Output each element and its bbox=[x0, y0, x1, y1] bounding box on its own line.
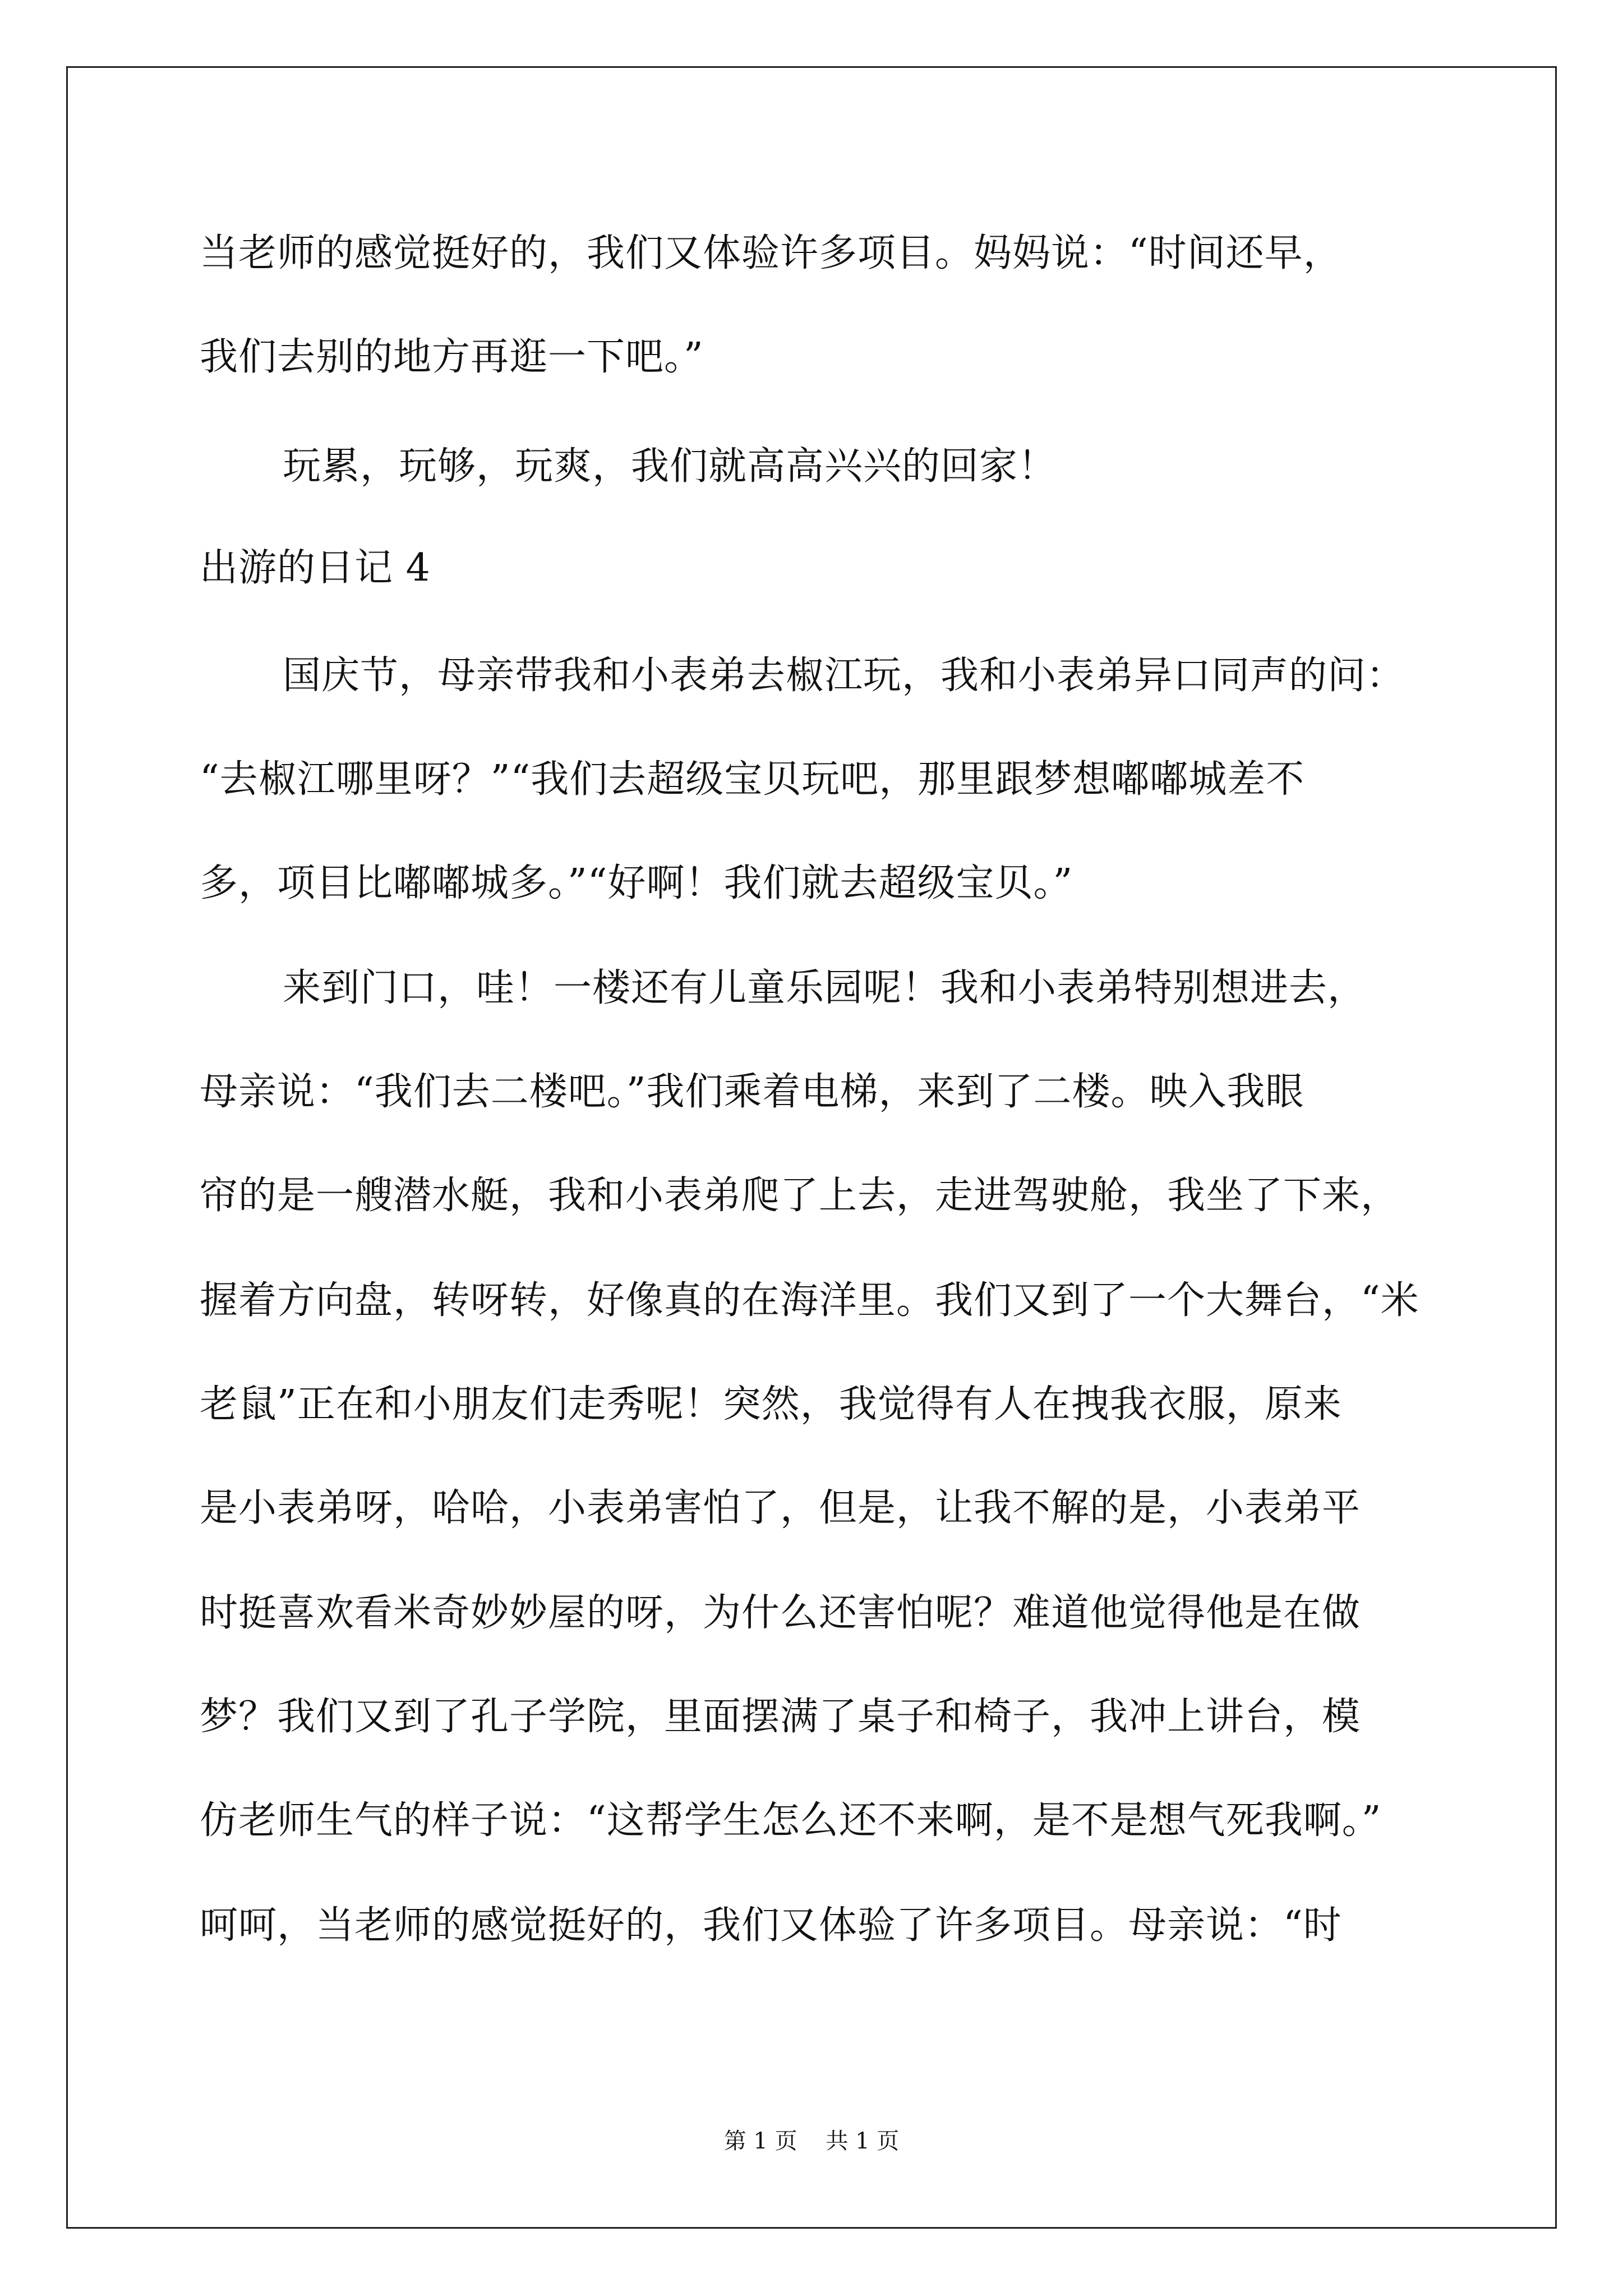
paragraph-line: 我们去别的地方再逛一下吧。” bbox=[200, 335, 704, 379]
paragraph-line: 当老师的感觉挺好的，我们又体验许多项目。妈妈说：“时间还早， bbox=[200, 231, 1342, 275]
paragraph-line: 多，项目比嘟嘟城多。”“好啊！我们就去超级宝贝。” bbox=[200, 861, 1073, 905]
paragraph-line: 帘的是一艘潜水艇，我和小表弟爬了上去，走进驾驶舱，我坐了下来， bbox=[200, 1174, 1400, 1218]
paragraph-line: 玩累，玩够，玩爽，我们就高高兴兴的回家！ bbox=[283, 444, 1057, 489]
paragraph-line: 是小表弟呀，哈哈，小表弟害怕了，但是，让我不解的是，小表弟平 bbox=[200, 1486, 1361, 1530]
paragraph-line: 时挺喜欢看米奇妙妙屋的呀，为什么还害怕呢？难道他觉得他是在做 bbox=[200, 1591, 1361, 1635]
paragraph-line: 母亲说：“我们去二楼吧。”我们乘着电梯，来到了二楼。映入我眼 bbox=[200, 1070, 1304, 1114]
page-number-footer: 第 1 页 共 1 页 bbox=[723, 2128, 900, 2154]
paragraph-line: 老鼠”正在和小朋友们走秀呢！突然，我觉得有人在拽我衣服，原来 bbox=[200, 1382, 1342, 1427]
paragraph-line: 呵呵，当老师的感觉挺好的，我们又体验了许多项目。母亲说：“时 bbox=[200, 1903, 1342, 1948]
paragraph-line: 来到门口，哇！一楼还有儿童乐园呢！我和小表弟特别想进去， bbox=[283, 966, 1367, 1010]
paragraph-line: 握着方向盘，转呀转，好像真的在海洋里。我们又到了一个大舞台，“米 bbox=[200, 1278, 1419, 1323]
section-heading: 出游的日记 4 bbox=[200, 546, 431, 590]
paragraph-line: 梦？我们又到了孔子学院，里面摆满了桌子和椅子，我冲上讲台，模 bbox=[200, 1695, 1361, 1739]
paragraph-line: “去椒江哪里呀？”“我们去超级宝贝玩吧，那里跟梦想嘟嘟城差不 bbox=[200, 757, 1305, 802]
paragraph-line: 仿老师生气的样子说：“这帮学生怎么还不来啊，是不是想气死我啊。” bbox=[200, 1798, 1382, 1843]
paragraph-line: 国庆节，母亲带我和小表弟去椒江玩，我和小表弟异口同声的问： bbox=[283, 654, 1405, 698]
